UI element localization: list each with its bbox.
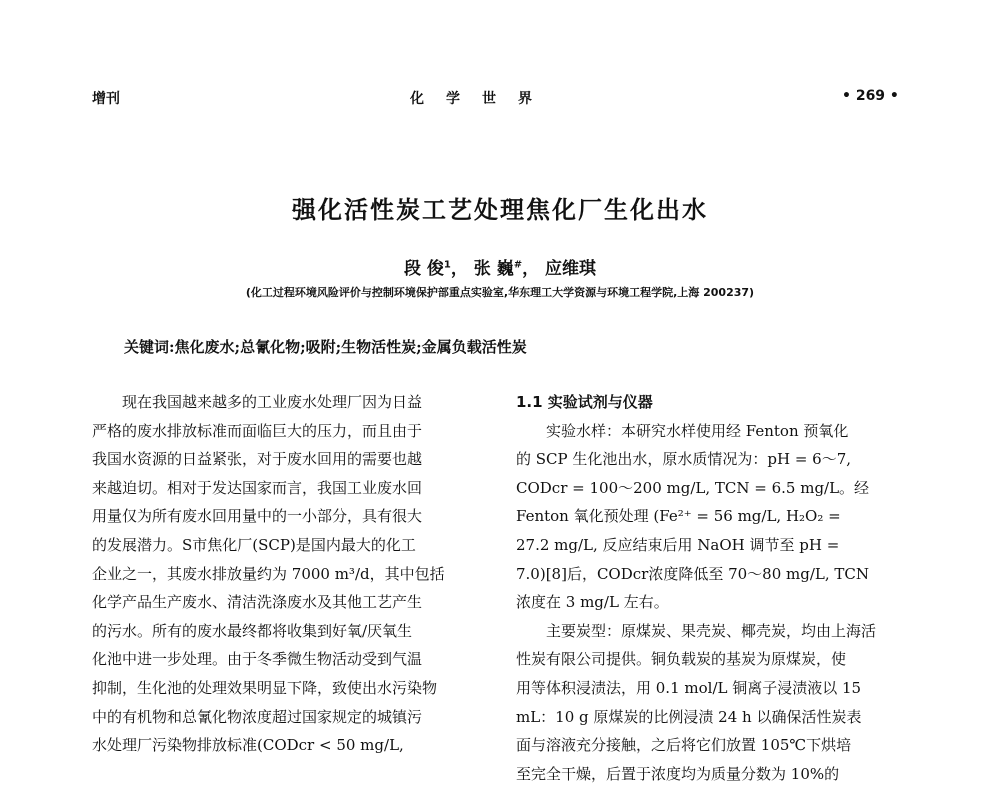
affiliation: (化工过程环境风险评价与控制环境保护部重点实验室,华东理工大学资源与环境工程学院,上海 200237) xyxy=(245,286,755,299)
body-line: 中的有机物和总氰化物浓度超过国家规定的城镇污 xyxy=(92,707,423,726)
body-line: 7.0)[8]后，CODcr浓度降低至 70～80 mg/L, TCN xyxy=(516,564,870,583)
body-line: 现在我国越来越多的工业废水处理厂因为日益 xyxy=(122,393,423,411)
journal-name: 化学世界 xyxy=(410,91,554,107)
body-line: 的污水。所有的废水最终都将收集到好氧/厌氧生 xyxy=(92,621,413,640)
author-separator: ， xyxy=(450,259,468,279)
body-line: 实验水样：本研究水样使用经 Fenton 预氧化 xyxy=(546,421,849,440)
body-line: 抑制，生化池的处理效果明显下降，致使出水污染物 xyxy=(92,678,438,697)
body-line: 性炭有限公司提供。铜负载炭的基炭为原煤炭，使 xyxy=(516,650,847,669)
body-line: 我国水资源的日益紧张，对于废水回用的需要也越 xyxy=(92,450,423,469)
author-name: 段 俊 xyxy=(403,259,444,279)
body-line: 的发展潜力。S市焦化厂(SCP)是国内最大的化工 xyxy=(92,535,416,554)
keywords: 关键词:焦化废水;总氰化物;吸附;生物活性炭;金属负载活性炭 xyxy=(124,338,527,356)
body-line: 用量仅为所有废水回用量中的一小部分，具有很大 xyxy=(92,507,423,526)
author-name: 张 巍 xyxy=(473,259,514,279)
page-number: • 269 • xyxy=(842,88,899,104)
body-line: mL：10 g 原煤炭的比例浸渍 24 h 以确保活性炭表 xyxy=(516,707,862,726)
body-line: 的 SCP 生化池出水，原水质情况为：pH = 6～7, xyxy=(516,450,852,469)
journal-issue-label: 增刊 xyxy=(92,91,120,107)
body-line: CODcr = 100～200 mg/L, TCN = 6.5 mg/L。经 xyxy=(516,478,870,497)
body-line: 企业之一，其废水排放量约为 7000 m³/d，其中包括 xyxy=(92,564,445,583)
body-line: 用等体积浸渍法，用 0.1 mol/L 铜离子浸渍液以 15 xyxy=(516,678,862,697)
author-separator: ， xyxy=(522,259,540,279)
body-line: 至完全干燥，后置于浓度均为质量分数为 10%的 xyxy=(516,764,840,783)
article-title: 强化活性炭工艺处理焦化厂生化出水 xyxy=(292,196,708,224)
body-line: Fenton 氧化预处理 (Fe²⁺ = 56 mg/L, H₂O₂ = xyxy=(516,507,841,526)
body-line: 水处理厂污染物排放标准(CODcr < 50 mg/L, xyxy=(92,736,404,755)
left-column xyxy=(92,388,484,760)
body-line: 浓度在 3 mg/L 左右。 xyxy=(516,593,669,612)
body-line: 面与溶液充分接触，之后将它们放置 105℃下烘培 xyxy=(516,736,852,755)
author-list xyxy=(0,254,1000,279)
section-heading: 1.1 实验试剂与仪器 xyxy=(516,393,653,411)
author-name: 应维琪 xyxy=(545,259,597,279)
body-line: 化池中进一步处理。由于冬季微生物活动受到气温 xyxy=(92,650,423,669)
body-line: 化学产品生产废水、清洁洗涤废水及其他工艺产生 xyxy=(92,593,423,612)
body-line: 27.2 mg/L, 反应结束后用 NaOH 调节至 pH = xyxy=(516,535,840,554)
body-line: 主要炭型：原煤炭、果壳炭、椰壳炭，均由上海活 xyxy=(546,621,877,640)
author-mark: # xyxy=(513,259,523,271)
right-column xyxy=(516,388,908,788)
body-line: 严格的废水排放标准而面临巨大的压力，而且由于 xyxy=(92,421,423,440)
body-line: 来越迫切。相对于发达国家而言，我国工业废水回 xyxy=(92,478,423,497)
author-mark: 1 xyxy=(443,259,451,271)
